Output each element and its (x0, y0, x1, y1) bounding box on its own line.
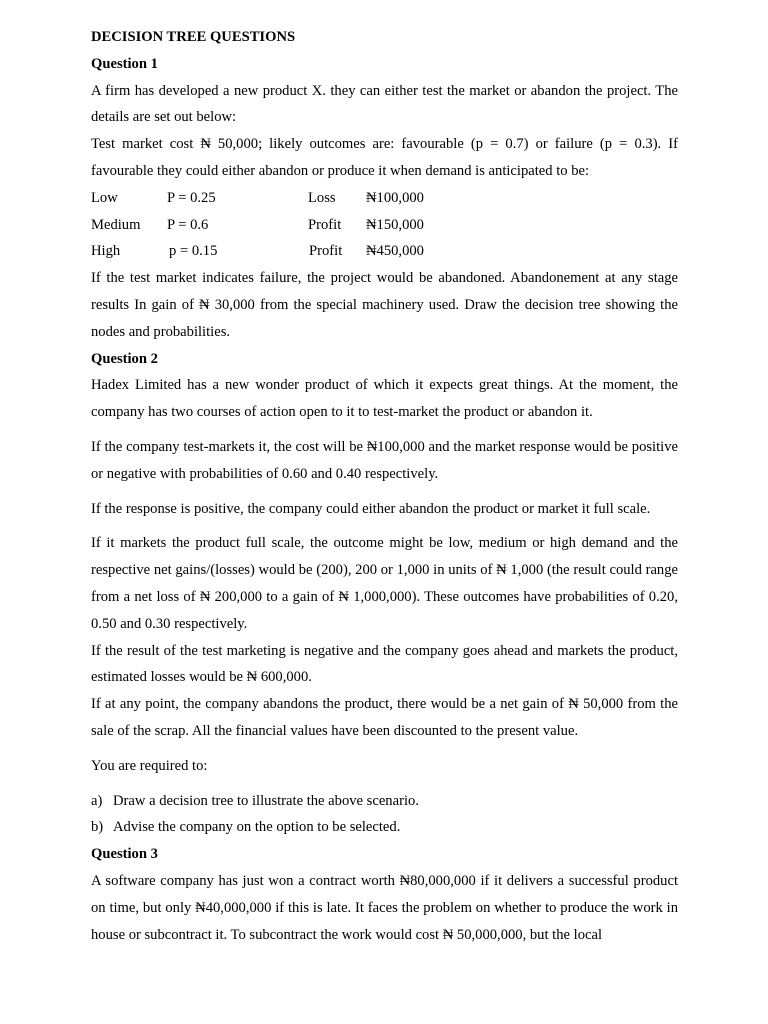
question-3-paragraph-1: A software company has just won a contract worth ₦80,000,000 if it delivers a successful product on time, but only ₦40,000,000 if this is late. It faces the problem on whether to produce the work in house or subcontract it. To subcontract the work would cost ₦ 50,000,000, but the local (91, 872, 678, 943)
demand-probability: P = 0.6 (167, 216, 209, 233)
outcome-amount: ₦150,000 (366, 216, 424, 233)
list-item-label: b) (91, 819, 104, 836)
question-2-paragraph-1: Hadex Limited has a new wonder product of which it expects great things. At the moment, the company has two courses of action open to it to test-market the product or abandon it. (91, 377, 678, 421)
outcome-kind: Profit (308, 216, 342, 233)
question-2-requirement-intro: You are required to: (91, 757, 208, 774)
demand-probability: P = 0.25 (167, 189, 216, 206)
demand-row-low (91, 185, 678, 212)
outcome-amount: ₦100,000 (366, 189, 424, 206)
demand-level: High (91, 243, 121, 260)
question-1-paragraph-3: If the test market indicates failure, the project would be abandoned. Abandonement at any stage results In gain of ₦ 30,000 from the special machinery used. Draw the decision tree showing the nodes and probabilities. (91, 270, 678, 340)
question-2-paragraph-5: If the result of the test marketing is negative and the company goes ahead and markets the product, estimated losses would be ₦ 600,000. (91, 642, 678, 686)
list-item-label: a) (91, 792, 103, 809)
demand-table (91, 185, 678, 265)
demand-row-medium (91, 212, 678, 239)
question-2-paragraph-4: If it markets the product full scale, the outcome might be low, medium or high demand and the respective net gains/(losses) would be (200), 200 or 1,000 in units of ₦ 1,000 (the result could range from a net loss of ₦ 200,000 to a gain of ₦ 1,000,000). These outcomes have probabilities of 0.20, 0.50 and 0.30 respectively. (91, 535, 678, 632)
question-2-paragraph-2: If the company test-markets it, the cost will be ₦100,000 and the market response would be positive or negative with probabilities of 0.60 and 0.40 respectively. (91, 438, 678, 482)
outcome-amount: ₦450,000 (366, 243, 424, 260)
question-2-paragraph-3: If the response is positive, the company could either abandon the product or market it full scale. (91, 500, 651, 517)
outcome-kind: Profit (309, 243, 343, 260)
question-2-heading: Question 2 (91, 350, 158, 367)
list-item-text: Draw a decision tree to illustrate the above scenario. (113, 792, 419, 809)
question-3-heading: Question 3 (91, 846, 158, 863)
demand-row-high (91, 238, 678, 265)
list-item (91, 814, 678, 841)
demand-level: Low (91, 189, 118, 206)
demand-probability: p = 0.15 (169, 243, 218, 260)
document-title: DECISION TREE QUESTIONS (91, 29, 296, 45)
document-body (91, 24, 678, 948)
list-item-text: Advise the company on the option to be selected. (113, 819, 401, 836)
list-item (91, 788, 678, 815)
question-1-paragraph-1: A firm has developed a new product X. they can either test the market or abandon the project. The details are set out below: (91, 82, 678, 126)
demand-level: Medium (91, 216, 141, 233)
question-1-heading: Question 1 (91, 55, 158, 72)
question-2-paragraph-6: If at any point, the company abandons the product, there would be a net gain of ₦ 50,000 from the sale of the scrap. All the financial values have been discounted to the present value. (91, 696, 678, 739)
question-1-paragraph-2: Test market cost ₦ 50,000; likely outcomes are: favourable (p = 0.7) or failure (p = 0.3). If favourable they could either abandon or produce it when demand is anticipated to be: (91, 136, 678, 179)
outcome-kind: Loss (308, 189, 336, 206)
